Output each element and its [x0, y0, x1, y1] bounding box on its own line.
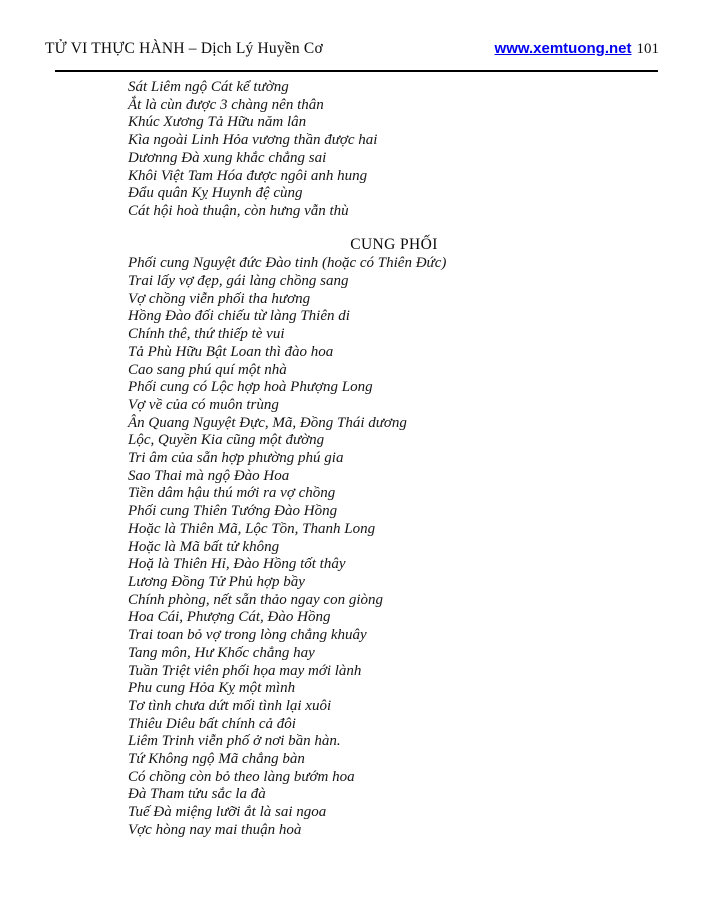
- verse-line: Phối cung có Lộc hợp hoà Phượng Long: [128, 379, 373, 396]
- verse-line: Tuế Đà miệng lưỡi ắt là sai ngoa: [128, 804, 327, 821]
- verse-line: Ắt là cùn được 3 chàng nên thân: [128, 96, 324, 113]
- website-link[interactable]: www.xemtuong.net: [494, 40, 632, 57]
- verse-line: Phối cung Thiên Tướng Đào Hồng: [128, 503, 338, 520]
- verse-line: Khúc Xương Tả Hữu năm lân: [128, 114, 307, 131]
- verse-line: Cao sang phú quí một nhà: [128, 361, 287, 378]
- verse-line: Dươnng Đà xung khắc chẳng sai: [128, 149, 327, 166]
- verse-line: Thiêu Diêu bất chính cả đôi: [128, 715, 296, 732]
- verse-line: Chính thê, thứ thiếp tè vui: [128, 326, 285, 343]
- section-heading-cung-phoi: CUNG PHỐI: [350, 235, 438, 253]
- verse-line: Vợc hòng nay mai thuận hoà: [128, 821, 302, 838]
- page-content: [128, 79, 660, 840]
- verse-line: Trai lấy vợ đẹp, gái làng chồng sang: [128, 273, 349, 290]
- verse-block-top: [128, 79, 660, 221]
- verse-line: Hoặ là Thiên Hỉ, Đào Hồng tốt thây: [128, 556, 346, 573]
- verse-line: Đẩu quân Kỵ Huynh đệ cùng: [128, 185, 303, 202]
- verse-line: Hoặc là Thiên Mã, Lộc Tồn, Thanh Long: [128, 520, 376, 537]
- book-title: TỬ VI THỰC HÀNH – Dịch Lý Huyền Cơ: [45, 40, 323, 57]
- verse-line: Đà Tham tửu sắc la đà: [128, 786, 266, 803]
- verse-line: Tri âm của sẵn hợp phường phú gia: [128, 450, 344, 467]
- verse-line: Khôi Việt Tam Hóa được ngôi anh hung: [128, 167, 368, 184]
- header-divider: [55, 70, 658, 72]
- verse-line: Trai toan bỏ vợ trong lòng chẳng khuây: [128, 627, 367, 644]
- verse-line: Ân Quang Nguyệt Đực, Mã, Đồng Thái dương: [128, 414, 407, 431]
- verse-line: Vợ chồng viễn phối tha hương: [128, 290, 311, 307]
- verse-line: Tơ tình chưa dứt mối tình lại xuôi: [128, 697, 332, 714]
- verse-line: Phối cung Nguyệt đức Đào tinh (hoặc có Thiên Đức): [128, 255, 447, 272]
- verse-line: Tứ Không ngộ Mã chẳng bàn: [128, 751, 305, 768]
- verse-line: Sao Thai mà ngộ Đào Hoa: [128, 467, 290, 484]
- verse-line: Cát hội hoà thuận, còn hưng vẫn thù: [128, 202, 349, 219]
- verse-line: Tiền dâm hậu thú mới ra vợ chồng: [128, 485, 336, 502]
- verse-line: Tả Phù Hữu Bật Loan thì đào hoa: [128, 343, 334, 360]
- page-number: 101: [636, 41, 659, 57]
- verse-line: Hoa Cái, Phượng Cát, Đào Hồng: [128, 609, 331, 626]
- page-header: [45, 40, 659, 58]
- verse-block-cung-phoi: [128, 255, 660, 839]
- verse-line: Tuần Triệt viên phối họa may mới lành: [128, 662, 362, 679]
- header-right-group: [495, 40, 659, 58]
- verse-line: Liêm Trinh viễn phố ở nơi bần hàn.: [128, 733, 341, 750]
- verse-line: Vợ về của có muôn trùng: [128, 396, 279, 413]
- verse-line: Lộc, Quyền Kia cũng một đường: [128, 432, 325, 449]
- verse-line: Sát Liêm ngộ Cát kể tường: [128, 79, 289, 95]
- verse-line: Phu cung Hỏa Kỵ một mình: [128, 680, 296, 697]
- verse-line: Hồng Đào đối chiếu từ làng Thiên di: [128, 308, 350, 325]
- verse-line: Chính phòng, nết sẵn thảo ngay con giòng: [128, 591, 383, 608]
- verse-line: Hoặc là Mã bất tử không: [128, 538, 280, 555]
- verse-line: Tang môn, Hư Khốc chẳng hay: [128, 644, 315, 661]
- verse-line: Lương Đồng Tử Phủ hợp bầy: [128, 573, 305, 590]
- verse-line: Kìa ngoài Linh Hỏa vương thần được hai: [128, 132, 378, 149]
- verse-line: Có chồng còn bỏ theo làng bướm hoa: [128, 768, 355, 785]
